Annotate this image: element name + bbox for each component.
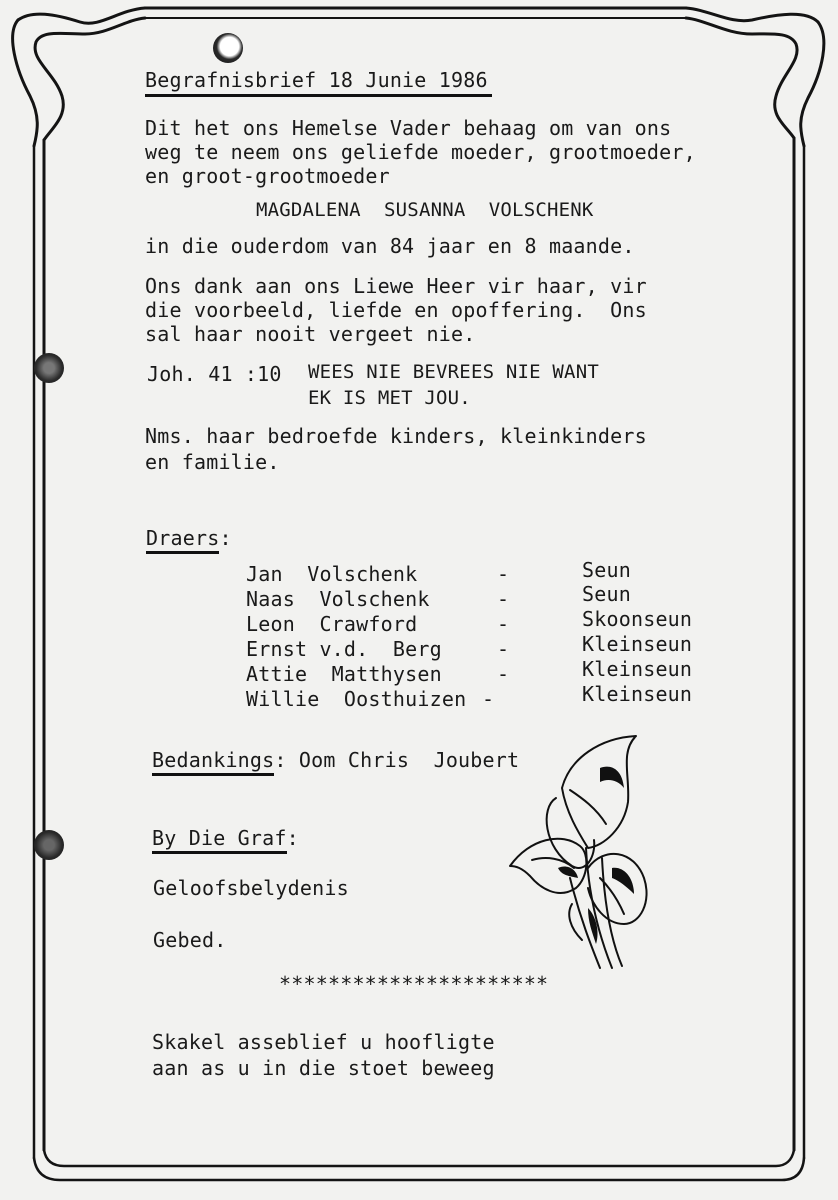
pallbearer-relation: Kleinseun xyxy=(582,657,693,681)
graveside-item: Geloofsbelydenis xyxy=(153,876,349,900)
pallbearer-dash: - xyxy=(497,562,510,586)
thanks-line-1: Ons dank aan ons Liewe Heer vir haar, vir xyxy=(145,274,647,298)
binder-ring-lower xyxy=(34,830,64,860)
pallbearers-heading xyxy=(146,526,232,551)
pallbearer-dash: - xyxy=(497,612,510,636)
pallbearer-relation: Seun xyxy=(582,582,631,606)
graveside-item: Gebed. xyxy=(153,928,227,952)
binder-ring-middle xyxy=(34,353,64,383)
thanks-line-3: sal haar nooit vergeet nie. xyxy=(145,322,476,346)
pallbearer-name: Ernst v.d. Berg xyxy=(246,637,442,661)
signoff-line-2: en familie. xyxy=(145,450,280,474)
acknowledgements-line xyxy=(152,748,519,773)
pallbearer-dash: - xyxy=(497,587,510,611)
intro-line-1: Dit het ons Hemelse Vader behaag om van ons xyxy=(145,116,672,140)
intro-line-3: en groot-grootmoeder xyxy=(145,164,390,188)
asterisk-separator: ********************** xyxy=(279,972,549,996)
signoff-line-1: Nms. haar bedroefde kinders, kleinkinders xyxy=(145,424,647,448)
acknowledgements-text: Oom Chris Joubert xyxy=(298,748,520,772)
pallbearer-relation: Kleinseun xyxy=(582,682,693,706)
acknowledgements-heading: Bedankings xyxy=(152,748,274,776)
punch-hole-top xyxy=(213,33,243,63)
calla-lily-illustration xyxy=(500,728,660,978)
pallbearer-name: Jan Volschenk xyxy=(246,562,418,586)
acknowledgements-colon: : xyxy=(274,748,287,772)
deceased-name: MAGDALENA SUSANNA VOLSCHENK xyxy=(256,199,594,221)
pallbearer-name: Naas Volschenk xyxy=(246,587,430,611)
intro-line-2: weg te neem ons geliefde moeder, grootmoeder, xyxy=(145,140,696,164)
closing-line-1: Skakel asseblief u hoofligte xyxy=(152,1030,495,1054)
pallbearer-dash: - xyxy=(497,662,510,686)
graveside-heading-colon: : xyxy=(286,826,299,850)
graveside-heading-text: By Die Graf xyxy=(152,826,287,854)
pallbearer-dash: - xyxy=(482,687,495,711)
pallbearer-name: Attie Matthysen xyxy=(246,662,442,686)
pallbearer-name: Willie Oosthuizen xyxy=(246,687,467,711)
pallbearer-dash: - xyxy=(497,637,510,661)
age-line: in die ouderdom van 84 jaar en 8 maande. xyxy=(145,234,635,258)
pallbearers-heading-text: Draers xyxy=(146,526,219,554)
verse-reference: Joh. 41 :10 xyxy=(147,362,282,386)
letter-title: Begrafnisbrief 18 Junie 1986 xyxy=(145,68,492,97)
thanks-line-2: die voorbeeld, liefde en opoffering. Ons xyxy=(145,298,647,322)
pallbearer-relation: Kleinseun xyxy=(582,632,693,656)
verse-line-2: EK IS MET JOU. xyxy=(308,387,471,409)
pallbearer-relation: Seun xyxy=(582,558,631,582)
pallbearer-name: Leon Crawford xyxy=(246,612,418,636)
verse-line-1: WEES NIE BEVREES NIE WANT xyxy=(308,361,599,383)
pallbearers-heading-colon: : xyxy=(219,526,232,550)
pallbearer-relation: Skoonseun xyxy=(582,607,693,631)
graveside-heading xyxy=(152,826,299,851)
closing-line-2: aan as u in die stoet beweeg xyxy=(152,1056,495,1080)
